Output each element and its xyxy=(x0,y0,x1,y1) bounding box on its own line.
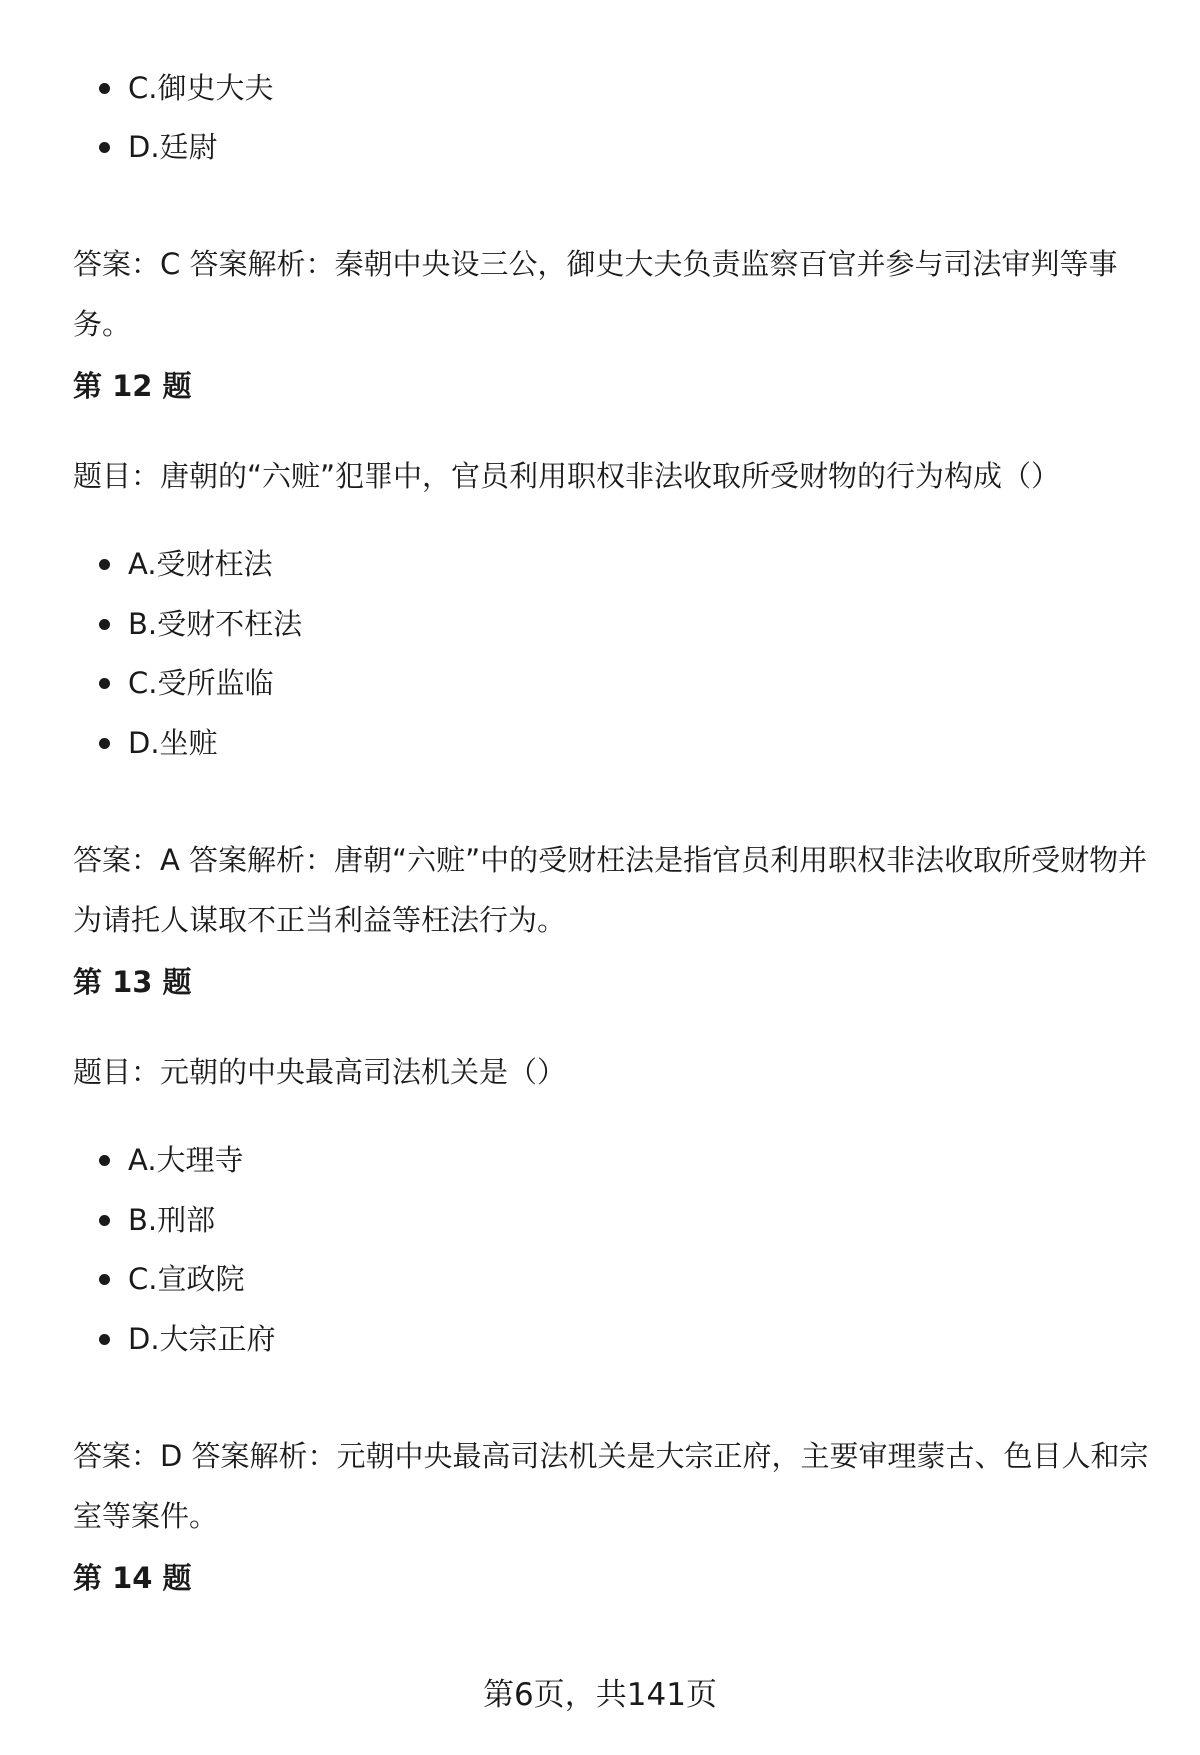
option-item xyxy=(73,1309,276,1369)
option-item xyxy=(73,1190,215,1250)
option-item xyxy=(73,117,218,177)
bullet-icon xyxy=(99,559,110,570)
bullet-icon xyxy=(99,678,110,689)
answer-text: 答案：D 答案解析：元朝中央最高司法机关是大宗正府，主要审理蒙古、色目人和宗室等案件。 xyxy=(73,1439,1149,1533)
option-label: C.受所监临 xyxy=(128,666,274,700)
bullet-icon xyxy=(99,1274,110,1285)
page-number-footer: 第6页，共141页 xyxy=(483,1677,717,1713)
option-item xyxy=(73,58,273,118)
bullet-icon xyxy=(99,1155,110,1166)
option-label: B.受财不枉法 xyxy=(128,607,303,641)
question-title: 第 14 题 xyxy=(73,1561,192,1595)
bullet-icon xyxy=(99,1215,110,1226)
bullet-icon xyxy=(99,738,110,749)
option-label: C.宣政院 xyxy=(128,1262,245,1296)
bullet-icon xyxy=(99,142,110,153)
option-label: A.受财枉法 xyxy=(128,547,273,581)
option-item xyxy=(73,534,273,594)
question-title: 第 13 题 xyxy=(73,965,192,999)
option-label: D.廷尉 xyxy=(128,130,218,164)
option-label: D.大宗正府 xyxy=(128,1322,276,1356)
option-item xyxy=(73,1249,244,1309)
bullet-icon xyxy=(99,1334,110,1345)
option-item xyxy=(73,1130,244,1190)
option-label: D.坐赃 xyxy=(128,726,218,760)
option-label: B.刑部 xyxy=(128,1203,216,1237)
question-stem: 题目：唐朝的“六赃”犯罪中，官员利用职权非法收取所受财物的行为构成（） xyxy=(73,459,1061,493)
bullet-icon xyxy=(99,619,110,630)
option-item xyxy=(73,594,302,654)
answer-text: 答案：A 答案解析：唐朝“六赃”中的受财枉法是指官员利用职权非法收取所受财物并为请托人谋取不正当利益等枉法行为。 xyxy=(73,843,1148,937)
answer-text: 答案：C 答案解析：秦朝中央设三公，御史大夫负责监察百官并参与司法审判等事务。 xyxy=(73,247,1118,341)
option-label: C.御史大夫 xyxy=(128,71,274,105)
bullet-icon xyxy=(99,83,110,94)
option-item xyxy=(73,713,218,773)
question-stem: 题目：元朝的中央最高司法机关是（） xyxy=(73,1055,567,1089)
question-title: 第 12 题 xyxy=(73,369,192,403)
option-item xyxy=(73,653,273,713)
option-label: A.大理寺 xyxy=(128,1143,244,1177)
